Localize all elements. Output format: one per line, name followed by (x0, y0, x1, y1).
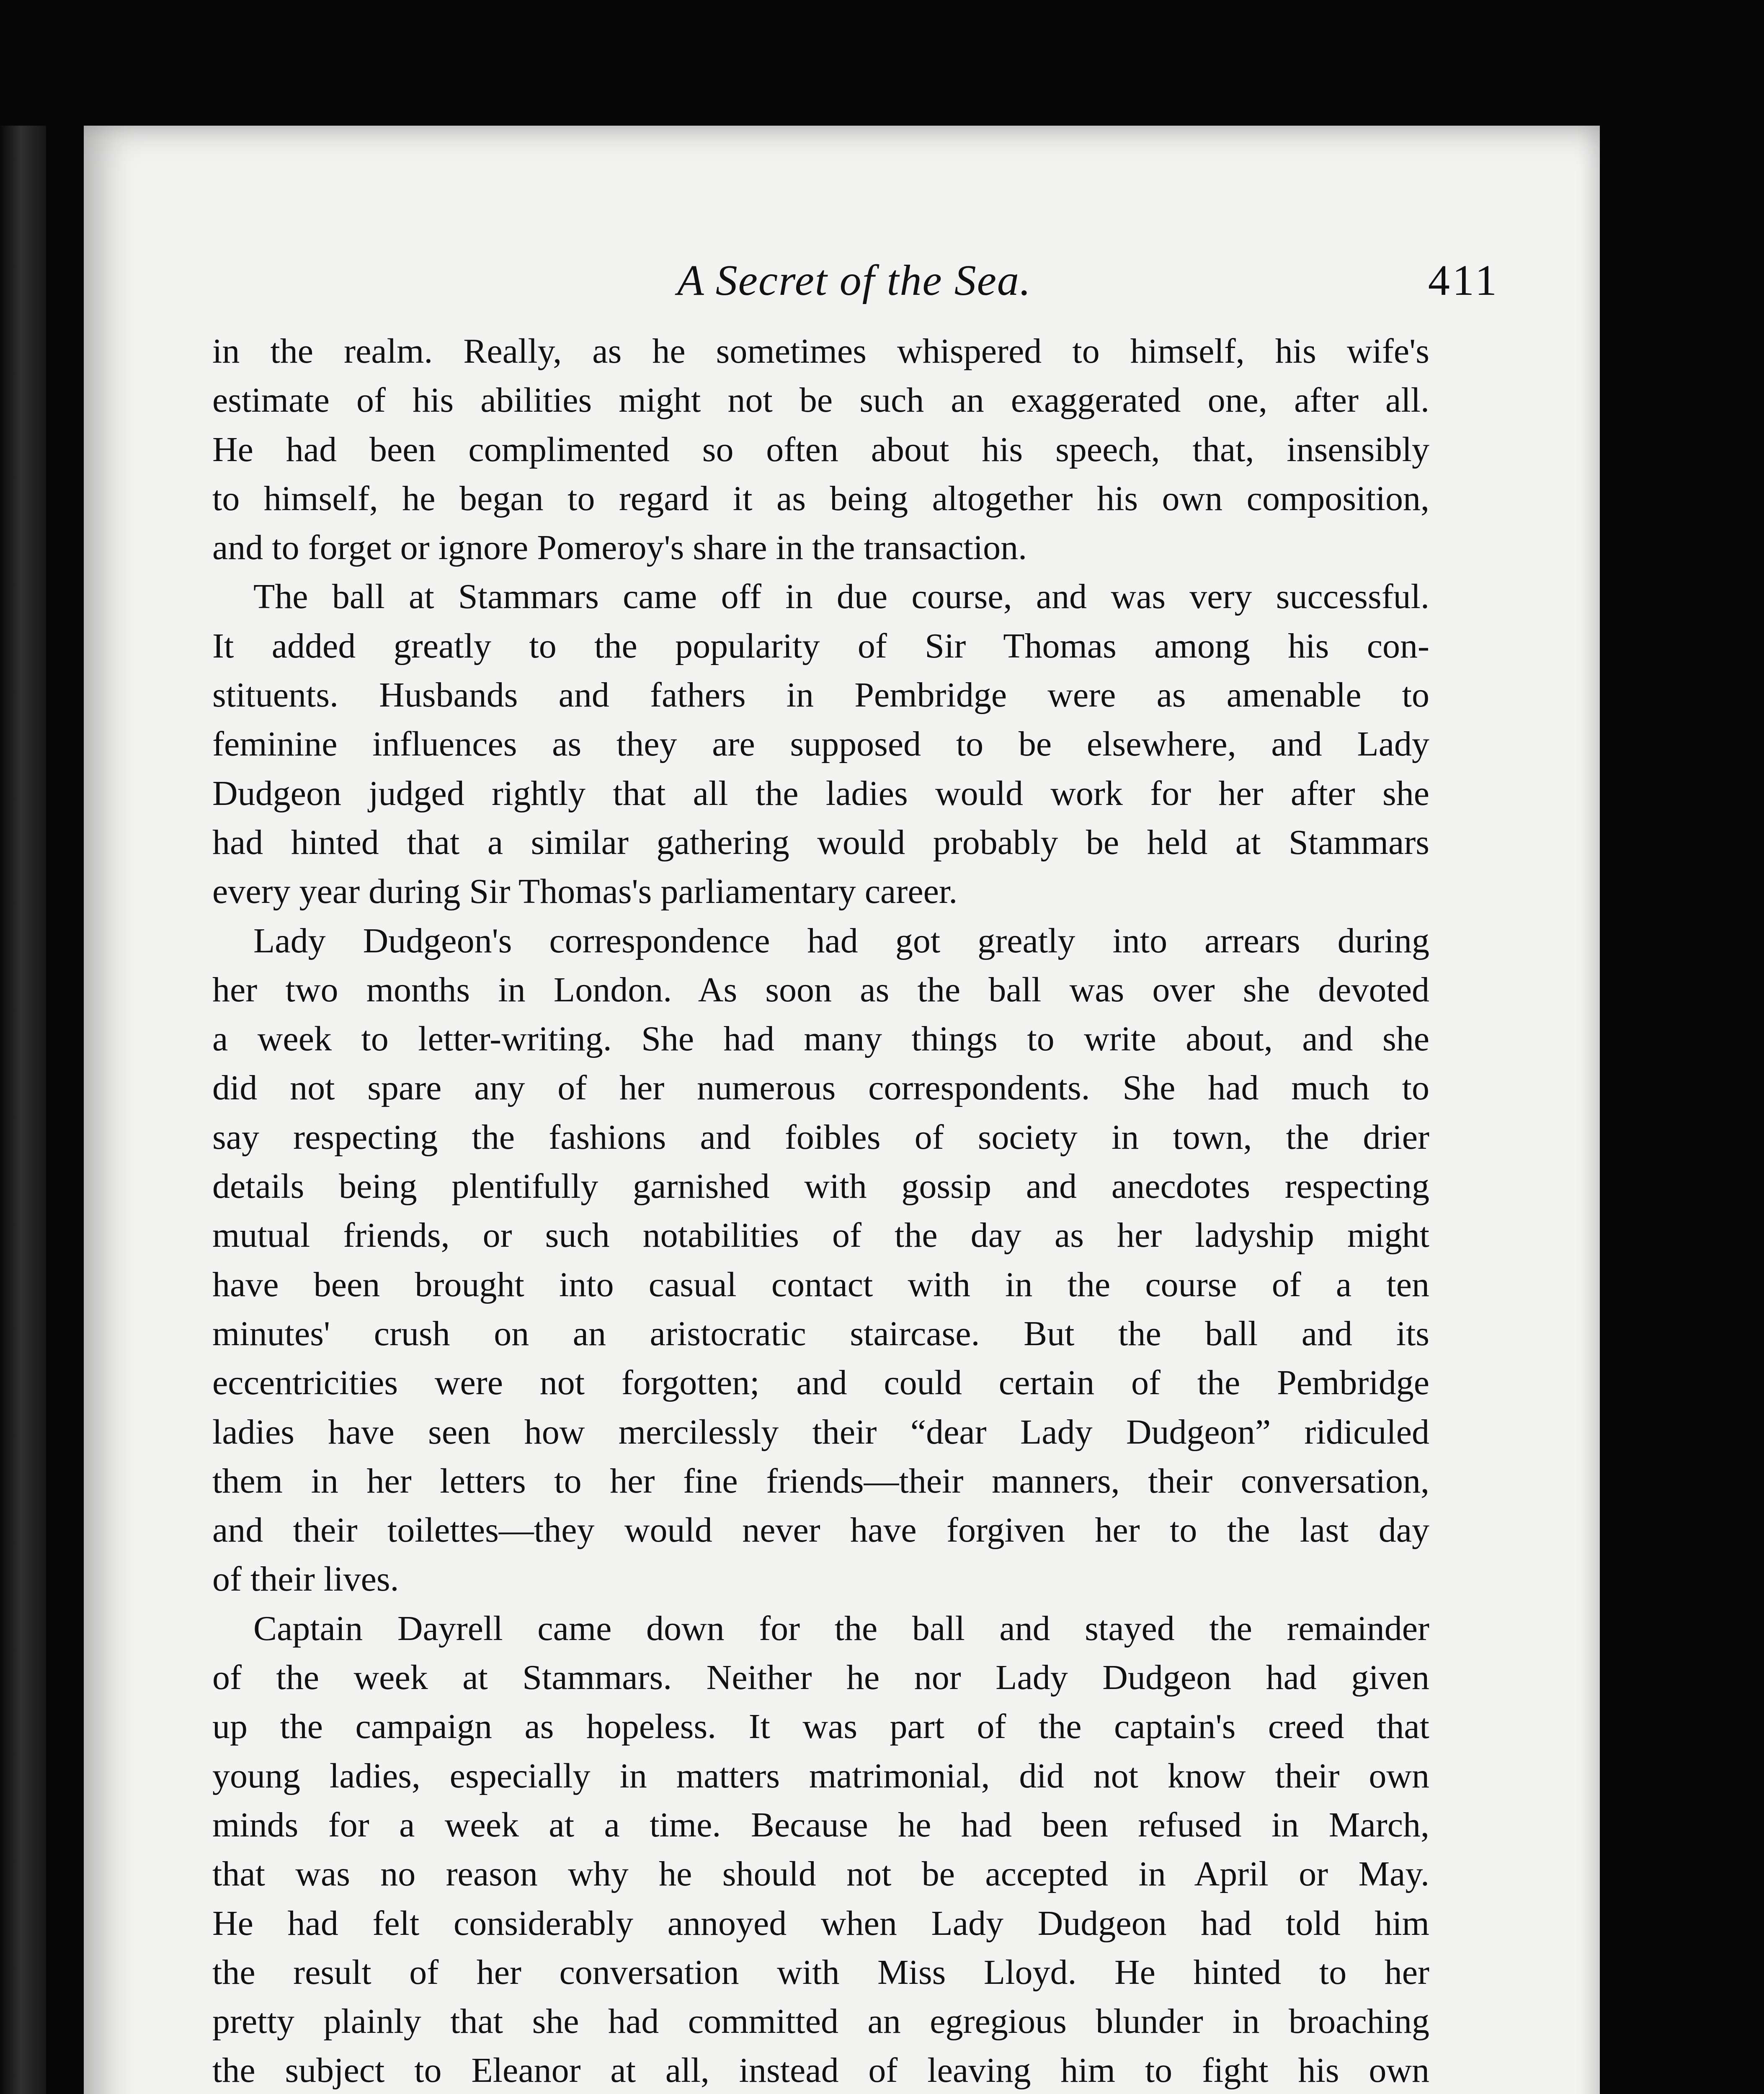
text-line: feminine influences as they are supposed to be elsewhere, and Lady (212, 725, 1429, 764)
text-line: ladies have seen how mercilessly their “dear Lady Dudgeon” ridiculed (212, 1412, 1429, 1452)
running-head (209, 255, 1499, 314)
text-line: He had felt considerably annoyed when Lady Dudgeon had told him (212, 1903, 1429, 1943)
text-line: eccentricities were not forgotten; and could certain of the Pembridge (212, 1363, 1429, 1403)
text-line: estimate of his abilities might not be such an exaggerated one, after all. (212, 381, 1429, 420)
running-title: A Secret of the Sea. (677, 256, 1032, 304)
text-line: young ladies, especially in matters matrimonial, did not know their own (212, 1756, 1429, 1795)
text-line: the result of her conversation with Miss Lloyd. He hinted to her (212, 1952, 1429, 1992)
text-line: in the realm. Really, as he sometimes whispered to himself, his wife's (212, 332, 1429, 371)
text-line: details being plentifully garnished with gossip and anecdotes respecting (212, 1167, 1429, 1206)
text-line: up the campaign as hopeless. It was part of the captain's creed that (212, 1707, 1429, 1746)
text-line: say respecting the fashions and foibles of society in town, the drier (212, 1117, 1429, 1157)
text-line: mutual friends, or such notabilities of the day as her ladyship might (212, 1216, 1429, 1255)
paragraph-start-line: Captain Dayrell came down for the ball and stayed the remainder (253, 1609, 1429, 1648)
text-line: It added greatly to the popularity of Sir Thomas among his con- (212, 626, 1429, 665)
text-line: minds for a week at a time. Because he had been refused in March, (212, 1805, 1429, 1844)
paragraph-start-line: The ball at Stammars came off in due course, and was very successful. (253, 577, 1429, 616)
text-line: Dudgeon judged rightly that all the ladies would work for her after she (212, 774, 1429, 813)
text-line: them in her letters to her fine friends—their manners, their conversation, (212, 1461, 1429, 1501)
text-line: did not spare any of her numerous correspondents. She had much to (212, 1068, 1429, 1108)
text-line: every year during Sir Thomas's parliamentary career. (212, 872, 958, 911)
text-line: that was no reason why he should not be accepted in April or May. (212, 1854, 1429, 1894)
paragraph-start-line: Lady Dudgeon's correspondence had got greatly into arrears during (253, 921, 1429, 960)
text-line: a week to letter-writing. She had many things to write about, and she (212, 1019, 1429, 1059)
text-line: the subject to Eleanor at all, instead of leaving him to fight his own (212, 2051, 1429, 2090)
text-line: to himself, he began to regard it as being altogether his own composition, (212, 479, 1429, 518)
text-line: pretty plainly that she had committed an egregious blunder in broaching (212, 2002, 1429, 2041)
text-line: He had been complimented so often about his speech, that, insensibly (212, 430, 1429, 469)
text-line: and to forget or ignore Pomeroy's share in the transaction. (212, 528, 1027, 567)
text-line: her two months in London. As soon as the ball was over she devoted (212, 970, 1429, 1009)
text-line: have been brought into casual contact with in the course of a ten (212, 1265, 1429, 1304)
page-number: 411 (1428, 256, 1499, 304)
text-line: of their lives. (212, 1560, 399, 1599)
text-line: stituents. Husbands and fathers in Pembridge were as amenable to (212, 676, 1429, 715)
text-line: and their toilettes—they would never have forgiven her to the last day (212, 1511, 1429, 1550)
body-text (212, 327, 1429, 2094)
text-line: minutes' crush on an aristocratic staircase. But the ball and its (212, 1314, 1429, 1353)
previous-page-edge (0, 126, 46, 2094)
text-line: had hinted that a similar gathering would probably be held at Stammars (212, 823, 1429, 862)
book-page (84, 126, 1600, 2094)
text-line: of the week at Stammars. Neither he nor Lady Dudgeon had given (212, 1658, 1429, 1697)
